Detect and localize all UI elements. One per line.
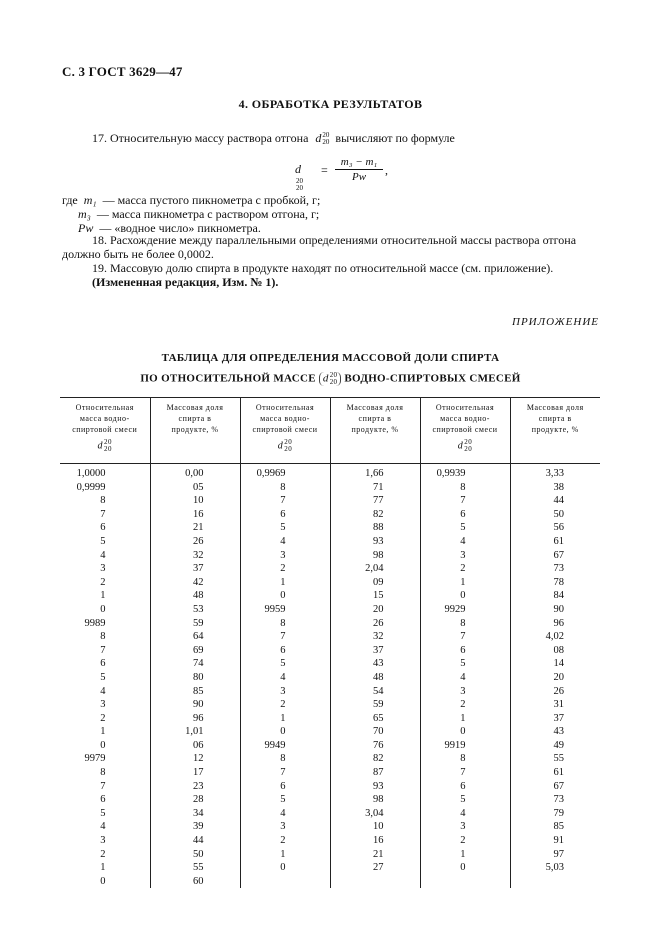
density-cell: 8 <box>240 617 330 631</box>
fraction-cell: 43 <box>330 657 420 671</box>
fraction-cell: 54 <box>330 685 420 699</box>
density-cell: 1 <box>100 590 106 602</box>
fraction-cell: 88 <box>330 521 420 535</box>
fraction-cell: 85 <box>150 685 240 699</box>
density-cell: 1 <box>240 576 330 590</box>
fraction-cell: 50 <box>510 508 600 522</box>
table-title-line-2 <box>0 372 661 386</box>
table-row <box>60 467 600 481</box>
fraction-cell: 71 <box>330 481 420 495</box>
fraction-cell: 97 <box>510 848 600 862</box>
density-cell: 9989 <box>84 617 106 629</box>
fraction-cell: 61 <box>510 766 600 780</box>
density-cell: 2 <box>100 848 106 860</box>
fraction-cell: 48 <box>150 589 240 603</box>
fraction-cell: 61 <box>510 535 600 549</box>
fraction-cell: 26 <box>330 617 420 631</box>
table-row <box>60 725 600 739</box>
table-title-line-1: ТАБЛИЦА ДЛЯ ОПРЕДЕЛЕНИЯ МАССОВОЙ ДОЛИ СПИРТА <box>161 352 500 364</box>
fraction-cell: 76 <box>330 739 420 753</box>
density-cell: 5 <box>420 521 510 535</box>
formula-fraction <box>335 156 383 183</box>
fraction-cell: 5,03 <box>510 861 600 875</box>
fraction-cell: 96 <box>150 712 240 726</box>
table-row <box>60 508 600 522</box>
density-symbol: d 20 20 <box>315 131 330 147</box>
table-row <box>60 766 600 780</box>
table-row <box>60 875 600 889</box>
fraction-cell: 17 <box>150 766 240 780</box>
fraction-cell: 15 <box>330 589 420 603</box>
formula-comma: , <box>385 163 388 177</box>
fraction-cell: 91 <box>510 834 600 848</box>
table-row <box>60 780 600 794</box>
formula-equals: = <box>321 163 328 177</box>
density-cell: 6 <box>420 508 510 522</box>
density-cell: 3 <box>420 820 510 834</box>
density-cell: 8 <box>240 752 330 766</box>
fraction-cell: 44 <box>510 494 600 508</box>
fraction-cell: 77 <box>330 494 420 508</box>
density-cell: 8 <box>100 495 106 507</box>
header-density: Относительная масса водно- спиртовой смеси d 20 20 <box>60 398 150 464</box>
table-row <box>60 589 600 603</box>
density-cell: 8 <box>240 481 330 495</box>
density-cell: 2 <box>240 562 330 576</box>
density-cell: 6 <box>420 644 510 658</box>
fraction-cell: 2,04 <box>330 562 420 576</box>
table-row <box>60 834 600 848</box>
density-cell: 7 <box>240 494 330 508</box>
density-cell: 4 <box>100 685 106 697</box>
table-body <box>60 464 600 889</box>
fraction-cell: 50 <box>150 848 240 862</box>
density-cell: 0 <box>100 603 106 615</box>
density-cell: 4 <box>420 671 510 685</box>
density-table <box>60 397 600 888</box>
fraction-cell: 10 <box>150 494 240 508</box>
table-row <box>60 848 600 862</box>
table-row <box>60 657 600 671</box>
where-text: — масса пустого пикнометра с пробкой, г; <box>102 193 321 207</box>
table-row <box>60 562 600 576</box>
density-cell: 8 <box>100 631 106 643</box>
fraction-cell: 26 <box>150 535 240 549</box>
density-cell: 2 <box>100 576 106 588</box>
fraction-cell: 67 <box>510 549 600 563</box>
density-cell: 8 <box>100 767 106 779</box>
density-cell: 4 <box>240 807 330 821</box>
fraction-cell: 93 <box>330 535 420 549</box>
formula-denominator: Pw <box>351 171 367 183</box>
fraction-cell: 78 <box>510 576 600 590</box>
density-cell: 0 <box>240 589 330 603</box>
header-fraction: Массовая доля спирта в продукте, % <box>330 398 420 464</box>
density-cell: 0 <box>240 725 330 739</box>
density-cell: 8 <box>420 752 510 766</box>
header-fraction: Массовая доля спирта в продукте, % <box>510 398 600 464</box>
fraction-cell <box>330 875 420 889</box>
where-prefix: где <box>62 193 78 207</box>
density-cell: 1 <box>420 712 510 726</box>
fraction-cell: 56 <box>510 521 600 535</box>
density-cell: 6 <box>100 794 106 806</box>
density-cell: 6 <box>240 644 330 658</box>
table-row <box>60 630 600 644</box>
table-row <box>60 617 600 631</box>
density-cell: 1 <box>240 712 330 726</box>
density-cell: 5 <box>100 535 106 547</box>
fraction-cell: 64 <box>150 630 240 644</box>
paragraph-18-line-1: 18. Расхождение между параллельными определениями относительной массы раствора отгона <box>92 233 577 247</box>
fraction-cell: 82 <box>330 752 420 766</box>
density-cell: 3 <box>100 563 106 575</box>
density-cell: 0 <box>100 875 106 887</box>
fraction-cell: 05 <box>150 481 240 495</box>
fraction-cell: 90 <box>510 603 600 617</box>
fraction-cell: 21 <box>150 521 240 535</box>
fraction-cell: 70 <box>330 725 420 739</box>
fraction-cell: 39 <box>150 820 240 834</box>
fraction-cell: 69 <box>150 644 240 658</box>
where-symbol: m₃ <box>78 207 91 221</box>
table-row <box>60 739 600 753</box>
table-row <box>60 752 600 766</box>
density-cell: 5 <box>240 657 330 671</box>
density-cell: 9979 <box>84 753 106 765</box>
fraction-cell: 59 <box>330 698 420 712</box>
density-cell: 3 <box>420 685 510 699</box>
density-cell <box>420 875 510 889</box>
appendix-label: ПРИЛОЖЕНИЕ <box>512 316 599 328</box>
fraction-cell: 16 <box>330 834 420 848</box>
table-row <box>60 535 600 549</box>
fraction-cell: 20 <box>330 603 420 617</box>
table-row <box>60 712 600 726</box>
fraction-cell: 73 <box>510 793 600 807</box>
where-symbol: m₁ <box>83 193 97 207</box>
table-title-part-a: ПО ОТНОСИТЕЛЬНОЙ МАССЕ <box>140 372 316 385</box>
density-cell: 2 <box>240 834 330 848</box>
table-row <box>60 807 600 821</box>
density-cell: 7 <box>100 508 106 520</box>
fraction-cell: 49 <box>510 739 600 753</box>
density-cell: 2 <box>100 712 106 724</box>
density-cell: 0,9999 <box>76 481 106 493</box>
density-cell: 0 <box>240 861 330 875</box>
page-header: С. 3 ГОСТ 3629—47 <box>62 64 183 79</box>
table-row <box>60 820 600 834</box>
density-cell: 7 <box>240 766 330 780</box>
paragraph-17-text: 17. Относительную массу раствора отгона <box>92 131 309 145</box>
table-row <box>60 861 600 875</box>
fraction-cell: 80 <box>150 671 240 685</box>
fraction-cell: 32 <box>150 549 240 563</box>
table-row <box>60 494 600 508</box>
fraction-cell: 21 <box>330 848 420 862</box>
fraction-cell: 20 <box>510 671 600 685</box>
section-title: 4. ОБРАБОТКА РЕЗУЛЬТАТОВ <box>238 97 423 111</box>
fraction-cell: 23 <box>150 780 240 794</box>
fraction-cell: 37 <box>330 644 420 658</box>
fraction-cell: 37 <box>510 712 600 726</box>
paragraph-18-line-2: должно быть не более 0,0002. <box>62 247 214 261</box>
density-cell: 3 <box>240 685 330 699</box>
where-line-2 <box>78 207 319 222</box>
density-cell: 7 <box>420 766 510 780</box>
table-row <box>60 549 600 563</box>
paragraph-17 <box>92 131 455 146</box>
fraction-cell: 1,01 <box>150 725 240 739</box>
fraction-cell: 09 <box>330 576 420 590</box>
amendment-note: (Измененная редакция, Изм. № 1). <box>92 275 279 289</box>
paragraph-19: 19. Массовую долю спирта в продукте находят по относительной массе (см. приложение). <box>92 261 554 275</box>
fraction-cell: 48 <box>330 671 420 685</box>
density-cell: 1 <box>100 726 106 738</box>
density-cell: 5 <box>240 521 330 535</box>
fraction-cell: 85 <box>510 820 600 834</box>
density-cell: 7 <box>100 780 106 792</box>
density-cell: 8 <box>420 481 510 495</box>
density-cell: 3 <box>420 549 510 563</box>
fraction-cell: 79 <box>510 807 600 821</box>
density-cell: 9949 <box>240 739 330 753</box>
fraction-cell: 32 <box>330 630 420 644</box>
where-symbol: Pw <box>78 221 94 235</box>
fraction-cell: 73 <box>510 562 600 576</box>
density-cell: 3 <box>240 820 330 834</box>
fraction-cell: 59 <box>150 617 240 631</box>
fraction-cell: 10 <box>330 820 420 834</box>
table-header-row <box>60 398 600 464</box>
fraction-cell: 42 <box>150 576 240 590</box>
fraction-cell: 06 <box>150 739 240 753</box>
fraction-cell: 26 <box>510 685 600 699</box>
density-cell: 3 <box>240 549 330 563</box>
density-cell: 8 <box>420 617 510 631</box>
fraction-cell: 37 <box>150 562 240 576</box>
density-cell: 0,9939 <box>420 467 510 481</box>
table-row <box>60 576 600 590</box>
density-cell: 1 <box>100 862 106 874</box>
density-cell: 5 <box>420 793 510 807</box>
density-cell: 1 <box>420 576 510 590</box>
density-cell: 5 <box>100 807 106 819</box>
fraction-cell: 08 <box>510 644 600 658</box>
fraction-cell: 3,33 <box>510 467 600 481</box>
table-row <box>60 521 600 535</box>
density-cell: 6 <box>100 522 106 534</box>
density-cell <box>240 875 330 889</box>
fraction-cell: 38 <box>510 481 600 495</box>
table-row <box>60 698 600 712</box>
table-title-symbol: d 20 20 <box>319 372 341 386</box>
density-cell: 0,9969 <box>240 467 330 481</box>
density-cell: 7 <box>420 630 510 644</box>
density-cell: 5 <box>100 671 106 683</box>
fraction-cell: 4,02 <box>510 630 600 644</box>
density-cell: 3 <box>100 699 106 711</box>
fraction-cell: 53 <box>150 603 240 617</box>
density-cell: 2 <box>240 698 330 712</box>
fraction-cell: 43 <box>510 725 600 739</box>
fraction-cell: 82 <box>330 508 420 522</box>
fraction-cell: 67 <box>510 780 600 794</box>
fraction-cell: 55 <box>510 752 600 766</box>
header-density: Относительная масса водно- спиртовой смеси d 20 20 <box>420 398 510 464</box>
fraction-cell: 14 <box>510 657 600 671</box>
density-cell: 7 <box>100 644 106 656</box>
density-cell: 2 <box>420 834 510 848</box>
fraction-cell: 87 <box>330 766 420 780</box>
header-fraction: Массовая доля спирта в продукте, % <box>150 398 240 464</box>
table-row <box>60 603 600 617</box>
fraction-cell: 16 <box>150 508 240 522</box>
density-cell: 7 <box>240 630 330 644</box>
table-row <box>60 671 600 685</box>
fraction-cell: 28 <box>150 793 240 807</box>
fraction-cell: 31 <box>510 698 600 712</box>
fraction-cell: 90 <box>150 698 240 712</box>
density-cell: 1 <box>240 848 330 862</box>
where-text: — масса пикнометра с раствором отгона, г; <box>96 207 320 221</box>
density-cell: 1,0000 <box>76 468 106 479</box>
fraction-cell: 44 <box>150 834 240 848</box>
header-density: Относительная масса водно- спиртовой смеси d 20 20 <box>240 398 330 464</box>
density-cell: 9919 <box>420 739 510 753</box>
density-cell: 9929 <box>420 603 510 617</box>
density-cell: 4 <box>100 549 106 561</box>
density-cell: 5 <box>240 793 330 807</box>
fraction-cell: 12 <box>150 752 240 766</box>
formula-numerator: m₃ − m₁ <box>335 156 383 170</box>
fraction-cell: 74 <box>150 657 240 671</box>
density-cell: 3 <box>100 835 106 847</box>
density-cell: 5 <box>420 657 510 671</box>
density-cell: 0 <box>420 589 510 603</box>
fraction-cell: 0,00 <box>150 467 240 481</box>
density-cell: 4 <box>240 671 330 685</box>
fraction-cell: 55 <box>150 861 240 875</box>
density-cell: 1 <box>420 848 510 862</box>
density-cell: 0 <box>420 861 510 875</box>
density-cell: 6 <box>420 780 510 794</box>
density-cell: 0 <box>100 739 106 751</box>
density-cell: 0 <box>420 725 510 739</box>
fraction-cell: 65 <box>330 712 420 726</box>
formula-lhs: d 20 20 <box>295 162 303 193</box>
density-cell: 6 <box>100 658 106 670</box>
table-title-part-b: ВОДНО-СПИРТОВЫХ СМЕСЕЙ <box>344 372 521 385</box>
density-cell: 2 <box>420 562 510 576</box>
fraction-cell: 93 <box>330 780 420 794</box>
table-row <box>60 644 600 658</box>
where-line-1 <box>62 193 320 208</box>
density-cell: 4 <box>420 807 510 821</box>
paragraph-17-tail: вычисляют по формуле <box>335 131 455 145</box>
fraction-cell <box>510 875 600 889</box>
density-cell: 2 <box>420 698 510 712</box>
fraction-cell: 27 <box>330 861 420 875</box>
table-row <box>60 793 600 807</box>
fraction-cell: 1,66 <box>330 467 420 481</box>
fraction-cell: 98 <box>330 549 420 563</box>
density-cell: 6 <box>240 780 330 794</box>
fraction-cell: 98 <box>330 793 420 807</box>
fraction-cell: 84 <box>510 589 600 603</box>
density-cell: 4 <box>240 535 330 549</box>
density-cell: 4 <box>420 535 510 549</box>
fraction-cell: 3,04 <box>330 807 420 821</box>
where-text: — «водное число» пикнометра. <box>99 221 261 235</box>
fraction-cell: 34 <box>150 807 240 821</box>
density-cell: 7 <box>420 494 510 508</box>
density-cell: 6 <box>240 508 330 522</box>
density-cell: 4 <box>100 821 106 833</box>
fraction-cell: 60 <box>150 875 240 889</box>
table-row <box>60 481 600 495</box>
density-cell: 9959 <box>240 603 330 617</box>
fraction-cell: 96 <box>510 617 600 631</box>
table-row <box>60 685 600 699</box>
